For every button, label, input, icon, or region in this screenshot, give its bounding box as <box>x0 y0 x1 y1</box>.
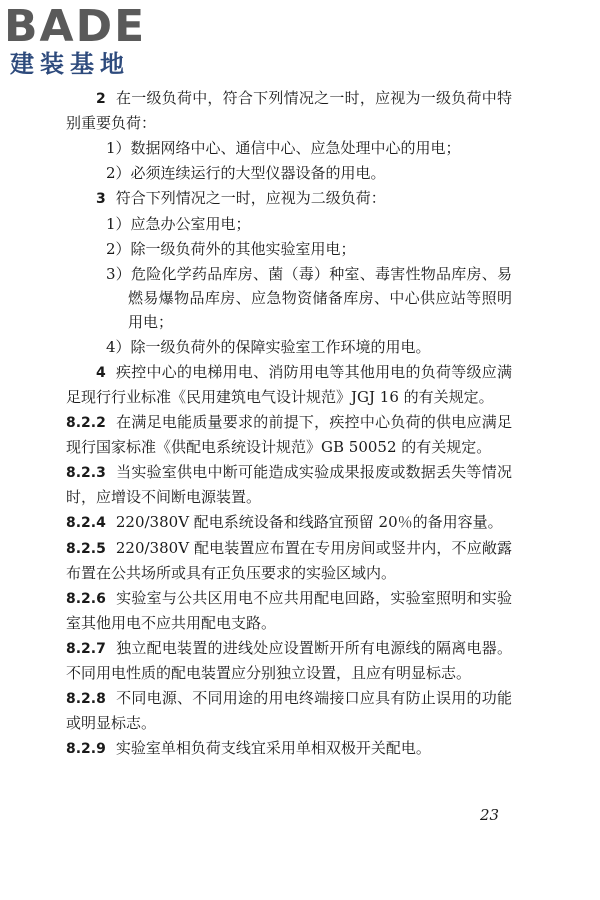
paragraph-text: 当实验室供电中断可能造成实验成果报废或数据丢失等情况时，应增设不间断电源装置。 <box>66 463 512 506</box>
paragraph-text: 独立配电装置的进线处应设置断开所有电源线的隔离电器。不同用电性质的配电装置应分别独立设置，且应有明显标志。 <box>66 639 512 682</box>
sub-item <box>106 237 512 261</box>
clause-paragraph <box>66 410 512 459</box>
clause-paragraph <box>66 536 512 585</box>
numbered-paragraph <box>66 360 512 409</box>
clause-paragraph <box>66 686 512 735</box>
paragraph-text: 220/380V 配电装置应布置在专用房间或竖井内，不应敞露布置在公共场所或具有正负压要求的实验区域内。 <box>66 539 512 582</box>
clause-paragraph <box>66 736 512 761</box>
clause-number: 8.2.6 <box>66 591 106 607</box>
paragraph-text: 在一级负荷中，符合下列情况之一时，应视为一级负荷中特别重要负荷： <box>66 89 512 132</box>
clause-paragraph <box>66 510 512 535</box>
clause-paragraph <box>66 586 512 635</box>
clause-number: 8.2.5 <box>66 541 106 557</box>
clause-number: 8.2.2 <box>66 415 106 431</box>
clause-number: 8.2.9 <box>66 741 106 757</box>
sub-item-text: 2）除一级负荷外的其他实验室用电； <box>106 240 356 258</box>
sub-item-text: 4）除一级负荷外的保障实验室工作环境的用电。 <box>106 338 431 356</box>
clause-number: 8.2.3 <box>66 465 106 481</box>
clause-paragraph <box>66 636 512 685</box>
logo-sub-text: 建装基地 <box>10 50 130 78</box>
item-number: 4 <box>96 365 106 381</box>
numbered-paragraph <box>66 86 512 135</box>
sub-item <box>106 262 512 334</box>
sub-item-text: 1）数据网络中心、通信中心、应急处理中心的用电； <box>106 139 461 157</box>
sub-item-text: 1）应急办公室用电； <box>106 215 251 233</box>
document-body <box>66 86 512 762</box>
paragraph-text: 疾控中心的电梯用电、消防用电等其他用电的负荷等级应满足现行行业标准《民用建筑电气设计规范》JGJ 16 的有关规定。 <box>66 363 512 406</box>
paragraph-text: 符合下列情况之一时，应视为二级负荷： <box>115 189 386 207</box>
logo-main-text: BADE <box>4 1 147 52</box>
clause-number: 8.2.7 <box>66 641 106 657</box>
page-number: 23 <box>480 806 500 824</box>
item-number: 2 <box>96 91 106 107</box>
paragraph-text: 在满足电能质量要求的前提下，疾控中心负荷的供电应满足现行国家标准《供配电系统设计规范》GB 50052 的有关规定。 <box>66 413 512 456</box>
sub-item-text: 2）必须连续运行的大型仪器设备的用电。 <box>106 164 386 182</box>
item-number: 3 <box>96 191 106 207</box>
sub-item <box>106 161 512 185</box>
clause-paragraph <box>66 460 512 509</box>
paragraph-text: 不同电源、不同用途的用电终端接口应具有防止误用的功能或明显标志。 <box>66 689 512 732</box>
numbered-paragraph <box>66 186 512 211</box>
paragraph-text: 实验室与公共区用电不应共用配电回路，实验室照明和实验室其他用电不应共用配电支路。 <box>66 589 512 632</box>
clause-number: 8.2.8 <box>66 691 106 707</box>
paragraph-text: 220/380V 配电系统设备和线路宜预留 20％的备用容量。 <box>115 513 503 531</box>
sub-item-text: 3）危险化学药品库房、菌（毒）种室、毒害性物品库房、易燃易爆物品库房、应急物资储备库房、中心供应站等照明用电； <box>106 265 512 331</box>
sub-item <box>106 212 512 236</box>
sub-item <box>106 335 512 359</box>
clause-number: 8.2.4 <box>66 515 106 531</box>
paragraph-text: 实验室单相负荷支线宜采用单相双极开关配电。 <box>115 739 431 757</box>
sub-item <box>106 136 512 160</box>
watermark-logo <box>4 1 204 78</box>
